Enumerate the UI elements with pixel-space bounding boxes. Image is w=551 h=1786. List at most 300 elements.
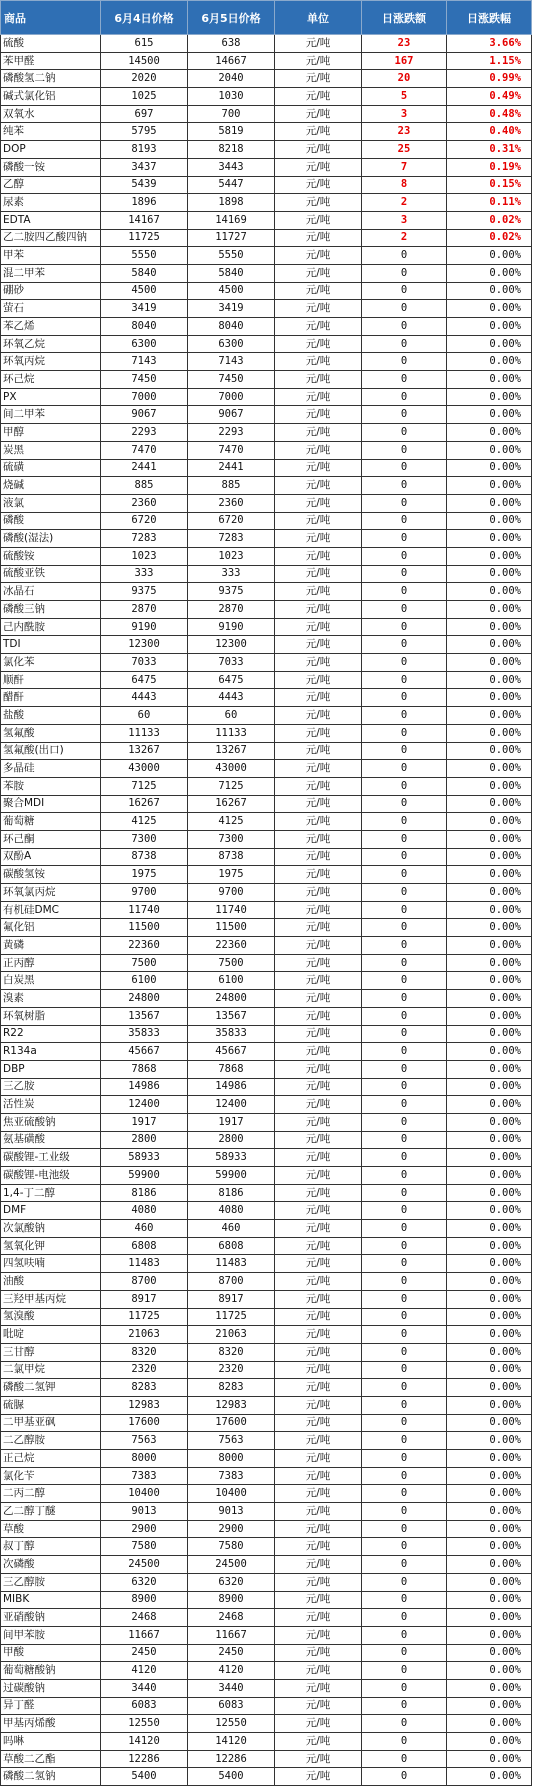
price-jun5: 7000 bbox=[188, 388, 275, 406]
price-jun4: 12300 bbox=[101, 636, 188, 654]
price-jun4: 9700 bbox=[101, 884, 188, 902]
daily-change-pct: 0.00% bbox=[447, 1149, 532, 1167]
table-row bbox=[1, 1715, 532, 1733]
commodity-name: 草酸二乙酯 bbox=[1, 1750, 101, 1768]
unit: 元/吨 bbox=[275, 1379, 362, 1397]
commodity-name: 甲酸 bbox=[1, 1644, 101, 1662]
daily-change-pct: 0.02% bbox=[447, 229, 532, 247]
commodity-name: 乙二醇丁醚 bbox=[1, 1503, 101, 1521]
header-daily-change: 日涨跌额 bbox=[362, 1, 447, 35]
price-jun5: 12400 bbox=[188, 1096, 275, 1114]
commodity-name: 炭黑 bbox=[1, 441, 101, 459]
price-jun5: 8040 bbox=[188, 318, 275, 336]
daily-change-pct: 0.31% bbox=[447, 141, 532, 159]
unit: 元/吨 bbox=[275, 1361, 362, 1379]
price-jun5: 6475 bbox=[188, 671, 275, 689]
price-jun4: 7868 bbox=[101, 1060, 188, 1078]
daily-change-pct: 0.00% bbox=[447, 388, 532, 406]
daily-change-pct: 0.00% bbox=[447, 512, 532, 530]
unit: 元/吨 bbox=[275, 530, 362, 548]
daily-change: 0 bbox=[362, 1326, 447, 1344]
table-row bbox=[1, 1379, 532, 1397]
price-jun5: 1917 bbox=[188, 1113, 275, 1131]
header-unit: 单位 bbox=[275, 1, 362, 35]
daily-change: 0 bbox=[362, 1626, 447, 1644]
unit: 元/吨 bbox=[275, 353, 362, 371]
unit: 元/吨 bbox=[275, 1697, 362, 1715]
daily-change: 0 bbox=[362, 264, 447, 282]
daily-change: 8 bbox=[362, 176, 447, 194]
price-jun4: 4080 bbox=[101, 1202, 188, 1220]
unit: 元/吨 bbox=[275, 264, 362, 282]
daily-change-pct: 0.00% bbox=[447, 371, 532, 389]
unit: 元/吨 bbox=[275, 105, 362, 123]
daily-change: 0 bbox=[362, 1679, 447, 1697]
table-row bbox=[1, 353, 532, 371]
table-row bbox=[1, 512, 532, 530]
price-jun4: 5550 bbox=[101, 247, 188, 265]
commodity-name: 碳酸氢铵 bbox=[1, 866, 101, 884]
commodity-name: MIBK bbox=[1, 1591, 101, 1609]
price-jun5: 9375 bbox=[188, 583, 275, 601]
table-row bbox=[1, 264, 532, 282]
daily-change-pct: 0.00% bbox=[447, 1007, 532, 1025]
table-row bbox=[1, 459, 532, 477]
daily-change: 0 bbox=[362, 1167, 447, 1185]
table-row bbox=[1, 1697, 532, 1715]
unit: 元/吨 bbox=[275, 176, 362, 194]
commodity-name: 氯化苯 bbox=[1, 654, 101, 672]
unit: 元/吨 bbox=[275, 194, 362, 212]
unit: 元/吨 bbox=[275, 282, 362, 300]
table-row bbox=[1, 1662, 532, 1680]
commodity-name: 硫酸铵 bbox=[1, 547, 101, 565]
price-jun4: 3440 bbox=[101, 1679, 188, 1697]
table-row bbox=[1, 424, 532, 442]
price-jun4: 7143 bbox=[101, 353, 188, 371]
price-jun4: 11133 bbox=[101, 724, 188, 742]
price-jun4: 6808 bbox=[101, 1237, 188, 1255]
unit: 元/吨 bbox=[275, 583, 362, 601]
daily-change-pct: 0.00% bbox=[447, 1520, 532, 1538]
price-jun5: 6300 bbox=[188, 335, 275, 353]
table-row bbox=[1, 1131, 532, 1149]
price-jun5: 11133 bbox=[188, 724, 275, 742]
commodity-name: 环氧树脂 bbox=[1, 1007, 101, 1025]
price-jun4: 2293 bbox=[101, 424, 188, 442]
daily-change-pct: 0.00% bbox=[447, 1538, 532, 1556]
daily-change-pct: 0.00% bbox=[447, 1609, 532, 1627]
commodity-name: 纯苯 bbox=[1, 123, 101, 141]
table-row bbox=[1, 1096, 532, 1114]
unit: 元/吨 bbox=[275, 1043, 362, 1061]
price-jun4: 8186 bbox=[101, 1184, 188, 1202]
daily-change-pct: 0.00% bbox=[447, 1361, 532, 1379]
price-jun4: 6300 bbox=[101, 335, 188, 353]
price-jun4: 14500 bbox=[101, 52, 188, 70]
table-row bbox=[1, 318, 532, 336]
commodity-name: 四氢呋喃 bbox=[1, 1255, 101, 1273]
price-jun4: 1023 bbox=[101, 547, 188, 565]
daily-change-pct: 0.00% bbox=[447, 1131, 532, 1149]
price-jun5: 12300 bbox=[188, 636, 275, 654]
price-jun5: 7125 bbox=[188, 777, 275, 795]
unit: 元/吨 bbox=[275, 1308, 362, 1326]
price-jun5: 2040 bbox=[188, 70, 275, 88]
table-row bbox=[1, 494, 532, 512]
daily-change: 0 bbox=[362, 1556, 447, 1574]
price-jun4: 11667 bbox=[101, 1626, 188, 1644]
price-jun4: 8700 bbox=[101, 1273, 188, 1291]
price-jun4: 615 bbox=[101, 35, 188, 53]
table-row bbox=[1, 1644, 532, 1662]
daily-change-pct: 0.00% bbox=[447, 1450, 532, 1468]
table-row bbox=[1, 636, 532, 654]
commodity-name: 过碳酸钠 bbox=[1, 1679, 101, 1697]
price-jun5: 43000 bbox=[188, 760, 275, 778]
table-row bbox=[1, 884, 532, 902]
commodity-name: DBP bbox=[1, 1060, 101, 1078]
table-row bbox=[1, 1450, 532, 1468]
daily-change: 5 bbox=[362, 88, 447, 106]
commodity-name: 萤石 bbox=[1, 300, 101, 318]
unit: 元/吨 bbox=[275, 1626, 362, 1644]
daily-change-pct: 0.00% bbox=[447, 1025, 532, 1043]
commodity-name: R22 bbox=[1, 1025, 101, 1043]
price-jun4: 8900 bbox=[101, 1591, 188, 1609]
table-row bbox=[1, 1113, 532, 1131]
unit: 元/吨 bbox=[275, 388, 362, 406]
daily-change: 0 bbox=[362, 1538, 447, 1556]
price-jun4: 2360 bbox=[101, 494, 188, 512]
table-row bbox=[1, 1467, 532, 1485]
unit: 元/吨 bbox=[275, 141, 362, 159]
table-row bbox=[1, 777, 532, 795]
price-jun4: 2800 bbox=[101, 1131, 188, 1149]
table-body bbox=[1, 35, 532, 1786]
price-jun5: 2900 bbox=[188, 1520, 275, 1538]
daily-change: 0 bbox=[362, 1202, 447, 1220]
price-jun4: 697 bbox=[101, 105, 188, 123]
price-jun4: 24800 bbox=[101, 990, 188, 1008]
unit: 元/吨 bbox=[275, 1255, 362, 1273]
price-jun4: 14986 bbox=[101, 1078, 188, 1096]
daily-change: 7 bbox=[362, 158, 447, 176]
daily-change: 0 bbox=[362, 547, 447, 565]
commodity-name: 环氧氯丙烷 bbox=[1, 884, 101, 902]
price-jun4: 21063 bbox=[101, 1326, 188, 1344]
unit: 元/吨 bbox=[275, 1220, 362, 1238]
daily-change-pct: 0.00% bbox=[447, 335, 532, 353]
daily-change-pct: 0.00% bbox=[447, 1308, 532, 1326]
daily-change-pct: 0.00% bbox=[447, 848, 532, 866]
commodity-name: 硫磺 bbox=[1, 459, 101, 477]
price-jun5: 6320 bbox=[188, 1573, 275, 1591]
commodity-name: 盐酸 bbox=[1, 707, 101, 725]
commodity-name: 双酚A bbox=[1, 848, 101, 866]
header-daily-change-pct: 日涨跌幅 bbox=[447, 1, 532, 35]
unit: 元/吨 bbox=[275, 742, 362, 760]
table-row bbox=[1, 671, 532, 689]
commodity-name: 环氧丙烷 bbox=[1, 353, 101, 371]
table-row bbox=[1, 1290, 532, 1308]
table-row bbox=[1, 901, 532, 919]
unit: 元/吨 bbox=[275, 618, 362, 636]
commodity-name: 硫酸亚铁 bbox=[1, 565, 101, 583]
commodity-name: 白炭黑 bbox=[1, 972, 101, 990]
price-jun5: 58933 bbox=[188, 1149, 275, 1167]
unit: 元/吨 bbox=[275, 636, 362, 654]
commodity-name: 磷酸一铵 bbox=[1, 158, 101, 176]
daily-change-pct: 0.00% bbox=[447, 884, 532, 902]
daily-change-pct: 0.00% bbox=[447, 1750, 532, 1768]
unit: 元/吨 bbox=[275, 512, 362, 530]
daily-change-pct: 0.99% bbox=[447, 70, 532, 88]
unit: 元/吨 bbox=[275, 901, 362, 919]
unit: 元/吨 bbox=[275, 1733, 362, 1751]
price-jun5: 13267 bbox=[188, 742, 275, 760]
price-jun4: 8000 bbox=[101, 1450, 188, 1468]
table-row bbox=[1, 176, 532, 194]
commodity-name: 乙醇 bbox=[1, 176, 101, 194]
table-row bbox=[1, 1396, 532, 1414]
price-jun4: 22360 bbox=[101, 937, 188, 955]
daily-change: 0 bbox=[362, 1662, 447, 1680]
price-jun5: 1030 bbox=[188, 88, 275, 106]
price-jun5: 3419 bbox=[188, 300, 275, 318]
commodity-name: 多晶硅 bbox=[1, 760, 101, 778]
commodity-name: 甲苯 bbox=[1, 247, 101, 265]
table-row bbox=[1, 1237, 532, 1255]
price-jun5: 700 bbox=[188, 105, 275, 123]
daily-change-pct: 0.00% bbox=[447, 919, 532, 937]
table-row bbox=[1, 1043, 532, 1061]
price-jun5: 5447 bbox=[188, 176, 275, 194]
price-jun4: 13267 bbox=[101, 742, 188, 760]
table-row bbox=[1, 866, 532, 884]
table-row bbox=[1, 247, 532, 265]
price-jun5: 22360 bbox=[188, 937, 275, 955]
daily-change-pct: 0.00% bbox=[447, 795, 532, 813]
commodity-name: 吡啶 bbox=[1, 1326, 101, 1344]
daily-change-pct: 0.00% bbox=[447, 830, 532, 848]
daily-change: 0 bbox=[362, 406, 447, 424]
price-jun4: 1917 bbox=[101, 1113, 188, 1131]
unit: 元/吨 bbox=[275, 1113, 362, 1131]
price-jun4: 7450 bbox=[101, 371, 188, 389]
price-jun5: 11483 bbox=[188, 1255, 275, 1273]
daily-change: 0 bbox=[362, 1768, 447, 1786]
daily-change: 0 bbox=[362, 1060, 447, 1078]
commodity-name: 碳酸锂-电池级 bbox=[1, 1167, 101, 1185]
table-row bbox=[1, 1538, 532, 1556]
daily-change: 0 bbox=[362, 1733, 447, 1751]
daily-change: 0 bbox=[362, 954, 447, 972]
price-jun5: 885 bbox=[188, 477, 275, 495]
table-row bbox=[1, 1220, 532, 1238]
commodity-name: 亚硝酸钠 bbox=[1, 1609, 101, 1627]
daily-change: 167 bbox=[362, 52, 447, 70]
commodity-name: 硫脲 bbox=[1, 1396, 101, 1414]
price-jun4: 8917 bbox=[101, 1290, 188, 1308]
daily-change-pct: 0.00% bbox=[447, 1414, 532, 1432]
price-jun5: 7868 bbox=[188, 1060, 275, 1078]
price-jun4: 7580 bbox=[101, 1538, 188, 1556]
daily-change: 0 bbox=[362, 937, 447, 955]
daily-change: 0 bbox=[362, 300, 447, 318]
unit: 元/吨 bbox=[275, 671, 362, 689]
price-jun5: 8900 bbox=[188, 1591, 275, 1609]
daily-change: 0 bbox=[362, 1078, 447, 1096]
unit: 元/吨 bbox=[275, 972, 362, 990]
price-jun4: 5795 bbox=[101, 123, 188, 141]
daily-change: 0 bbox=[362, 1697, 447, 1715]
table-row bbox=[1, 1273, 532, 1291]
unit: 元/吨 bbox=[275, 1396, 362, 1414]
unit: 元/吨 bbox=[275, 954, 362, 972]
daily-change: 0 bbox=[362, 1043, 447, 1061]
table-row bbox=[1, 990, 532, 1008]
commodity-name: PX bbox=[1, 388, 101, 406]
commodity-name: 双氧水 bbox=[1, 105, 101, 123]
commodity-name: DMF bbox=[1, 1202, 101, 1220]
unit: 元/吨 bbox=[275, 459, 362, 477]
commodity-name: EDTA bbox=[1, 211, 101, 229]
daily-change: 0 bbox=[362, 1149, 447, 1167]
price-jun5: 11725 bbox=[188, 1308, 275, 1326]
daily-change-pct: 0.00% bbox=[447, 247, 532, 265]
unit: 元/吨 bbox=[275, 1644, 362, 1662]
commodity-name: 醋酐 bbox=[1, 689, 101, 707]
price-jun5: 45667 bbox=[188, 1043, 275, 1061]
price-jun5: 460 bbox=[188, 1220, 275, 1238]
price-jun5: 7300 bbox=[188, 830, 275, 848]
daily-change-pct: 0.11% bbox=[447, 194, 532, 212]
daily-change: 20 bbox=[362, 70, 447, 88]
daily-change: 0 bbox=[362, 848, 447, 866]
daily-change-pct: 0.00% bbox=[447, 530, 532, 548]
daily-change: 0 bbox=[362, 813, 447, 831]
price-jun4: 59900 bbox=[101, 1167, 188, 1185]
daily-change-pct: 0.00% bbox=[447, 1202, 532, 1220]
table-row bbox=[1, 158, 532, 176]
unit: 元/吨 bbox=[275, 1750, 362, 1768]
table-row bbox=[1, 1184, 532, 1202]
daily-change-pct: 0.00% bbox=[447, 424, 532, 442]
daily-change: 0 bbox=[362, 247, 447, 265]
unit: 元/吨 bbox=[275, 866, 362, 884]
daily-change: 0 bbox=[362, 1220, 447, 1238]
commodity-name: 次磷酸 bbox=[1, 1556, 101, 1574]
table-row bbox=[1, 760, 532, 778]
daily-change-pct: 0.00% bbox=[447, 300, 532, 318]
price-jun5: 2360 bbox=[188, 494, 275, 512]
commodity-name: 三乙醇胺 bbox=[1, 1573, 101, 1591]
price-jun5: 3440 bbox=[188, 1679, 275, 1697]
unit: 元/吨 bbox=[275, 123, 362, 141]
commodity-name: 三甘醇 bbox=[1, 1343, 101, 1361]
table-row bbox=[1, 477, 532, 495]
table-row bbox=[1, 194, 532, 212]
price-jun4: 9190 bbox=[101, 618, 188, 636]
table-row bbox=[1, 972, 532, 990]
price-jun4: 7563 bbox=[101, 1432, 188, 1450]
header-price-jun5: 6月5日价格 bbox=[188, 1, 275, 35]
price-jun4: 12400 bbox=[101, 1096, 188, 1114]
price-jun5: 2293 bbox=[188, 424, 275, 442]
unit: 元/吨 bbox=[275, 1237, 362, 1255]
unit: 元/吨 bbox=[275, 1538, 362, 1556]
price-jun5: 12983 bbox=[188, 1396, 275, 1414]
daily-change: 0 bbox=[362, 901, 447, 919]
commodity-name: 己内酰胺 bbox=[1, 618, 101, 636]
commodity-name: 磷酸三钠 bbox=[1, 601, 101, 619]
commodity-name: 碳酸锂-工业级 bbox=[1, 1149, 101, 1167]
daily-change: 0 bbox=[362, 1096, 447, 1114]
commodity-name: 间甲苯胺 bbox=[1, 1626, 101, 1644]
daily-change-pct: 0.00% bbox=[447, 1255, 532, 1273]
commodity-name: 吗啉 bbox=[1, 1733, 101, 1751]
daily-change: 0 bbox=[362, 618, 447, 636]
daily-change-pct: 0.00% bbox=[447, 1113, 532, 1131]
table-row bbox=[1, 1556, 532, 1574]
unit: 元/吨 bbox=[275, 477, 362, 495]
daily-change-pct: 0.00% bbox=[447, 1503, 532, 1521]
daily-change-pct: 0.00% bbox=[447, 1591, 532, 1609]
price-jun5: 4080 bbox=[188, 1202, 275, 1220]
unit: 元/吨 bbox=[275, 52, 362, 70]
table-row bbox=[1, 1167, 532, 1185]
daily-change: 0 bbox=[362, 318, 447, 336]
price-jun5: 12550 bbox=[188, 1715, 275, 1733]
commodity-name: 活性炭 bbox=[1, 1096, 101, 1114]
daily-change: 0 bbox=[362, 671, 447, 689]
unit: 元/吨 bbox=[275, 441, 362, 459]
daily-change: 0 bbox=[362, 1503, 447, 1521]
table-row bbox=[1, 88, 532, 106]
daily-change-pct: 0.00% bbox=[447, 264, 532, 282]
daily-change: 0 bbox=[362, 689, 447, 707]
commodity-name: 环氧乙烷 bbox=[1, 335, 101, 353]
daily-change: 0 bbox=[362, 1184, 447, 1202]
unit: 元/吨 bbox=[275, 1096, 362, 1114]
table-row bbox=[1, 1255, 532, 1273]
daily-change: 0 bbox=[362, 990, 447, 1008]
price-jun5: 6808 bbox=[188, 1237, 275, 1255]
daily-change-pct: 0.00% bbox=[447, 901, 532, 919]
daily-change: 23 bbox=[362, 35, 447, 53]
daily-change-pct: 0.00% bbox=[447, 441, 532, 459]
commodity-name: 三乙胺 bbox=[1, 1078, 101, 1096]
price-jun4: 10400 bbox=[101, 1485, 188, 1503]
price-jun4: 12286 bbox=[101, 1750, 188, 1768]
daily-change-pct: 0.00% bbox=[447, 1697, 532, 1715]
commodity-name: 氟化铝 bbox=[1, 919, 101, 937]
commodity-name: TDI bbox=[1, 636, 101, 654]
table-row bbox=[1, 1078, 532, 1096]
unit: 元/吨 bbox=[275, 494, 362, 512]
unit: 元/吨 bbox=[275, 1591, 362, 1609]
price-jun5: 9013 bbox=[188, 1503, 275, 1521]
unit: 元/吨 bbox=[275, 1202, 362, 1220]
table-row bbox=[1, 70, 532, 88]
table-row bbox=[1, 1326, 532, 1344]
price-jun4: 1975 bbox=[101, 866, 188, 884]
table-row bbox=[1, 406, 532, 424]
unit: 元/吨 bbox=[275, 1290, 362, 1308]
table-row bbox=[1, 1609, 532, 1627]
table-row bbox=[1, 300, 532, 318]
